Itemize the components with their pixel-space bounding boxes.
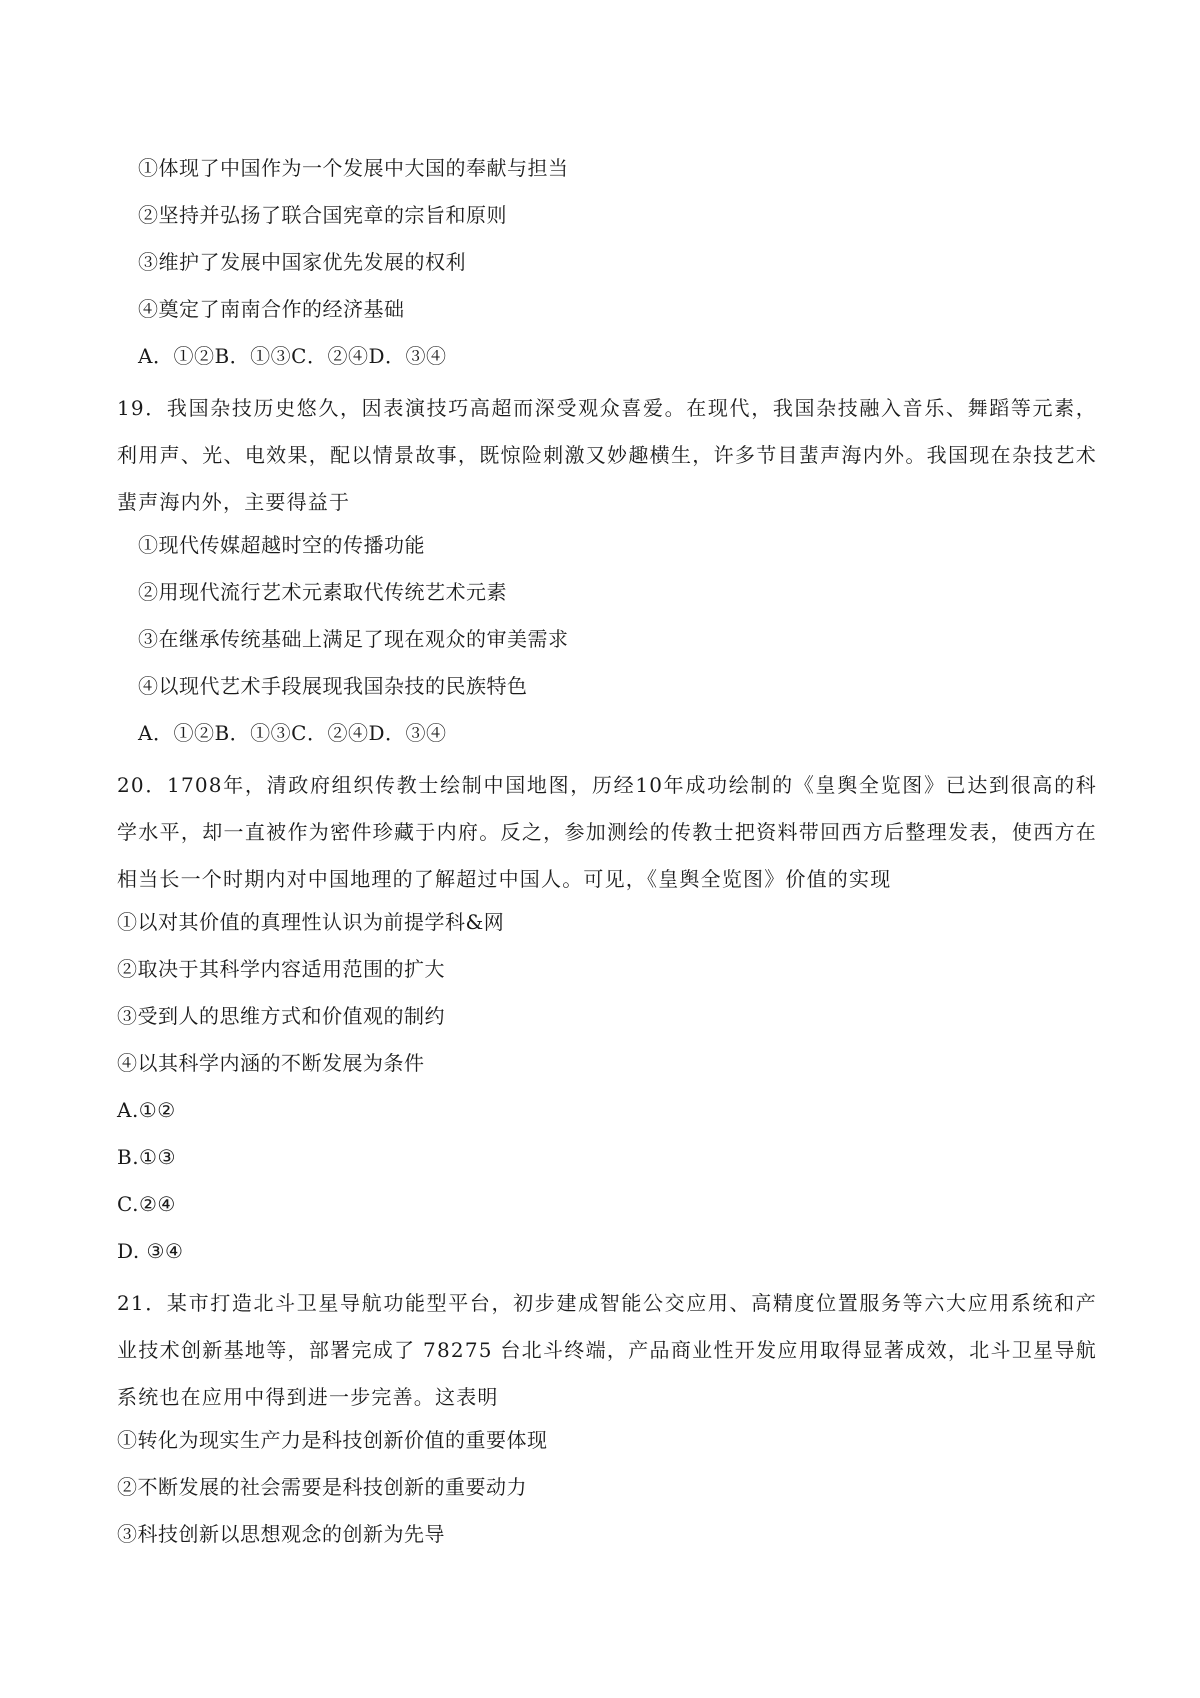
- question-20-stem: 20．1708年，清政府组织传教士绘制中国地图，历经10年成功绘制的《皇舆全览图》已达到很高的科学水平，却一直被作为密件珍藏于内府。反之，参加测绘的传教士把资料带回西方后整理发表，使西方在相当长一个时期内对中国地理的了解超过中国人。可见，《皇舆全览图》价值的实现: [117, 773, 1097, 891]
- question-21-stem: 21．某市打造北斗卫星导航功能型平台，初步建成智能公交应用、高精度位置服务等六大应用系统和产业技术创新基地等，部署完成了 78275 台北斗终端，产品商业性开发应用取得显著成效，北斗卫星导航系统也在应用中得到进一步完善。这表明: [117, 1291, 1097, 1409]
- q20-option-4: ④以其科学内涵的不断发展为条件: [117, 1051, 425, 1075]
- q20-option-1: ①以对其价值的真理性认识为前提学科&网: [117, 910, 505, 934]
- q21-option-1: ①转化为现实生产力是科技创新价值的重要体现: [117, 1428, 548, 1452]
- option-3: ③维护了发展中国家优先发展的权利: [138, 250, 466, 274]
- q20-answer-c: C.②④: [117, 1192, 176, 1216]
- option-4: ④奠定了南南合作的经济基础: [138, 297, 405, 321]
- q21-option-3: ③科技创新以思想观念的创新为先导: [117, 1522, 445, 1546]
- option-1: ①体现了中国作为一个发展中大国的奉献与担当: [138, 156, 569, 180]
- q20-option-3: ③受到人的思维方式和价值观的制约: [117, 1004, 445, 1028]
- q20-option-2: ②取决于其科学内容适用范围的扩大: [117, 957, 445, 981]
- question-19-stem: 19．我国杂技历史悠久，因表演技巧高超而深受观众喜爱。在现代，我国杂技融入音乐、舞蹈等元素，利用声、光、电效果，配以情景故事，既惊险刺激又妙趣横生，许多节目蜚声海内外。我国现在杂技艺术蜚声海内外，主要得益于: [117, 396, 1097, 514]
- q20-answer-a: A.①②: [117, 1098, 176, 1122]
- q21-option-2: ②不断发展的社会需要是科技创新的重要动力: [117, 1475, 527, 1499]
- q19-option-2: ②用现代流行艺术元素取代传统艺术元素: [138, 580, 507, 604]
- q20-answer-b: B.①③: [117, 1145, 176, 1169]
- q19-option-1: ①现代传媒超越时空的传播功能: [138, 533, 425, 557]
- q19-option-3: ③在继承传统基础上满足了现在观众的审美需求: [138, 627, 569, 651]
- answer-choices: A．①②B．①③C．②④D．③④: [138, 344, 447, 368]
- q19-option-4: ④以现代艺术手段展现我国杂技的民族特色: [138, 674, 528, 698]
- q20-answer-d: D. ③④: [117, 1239, 184, 1263]
- q19-answer-choices: A．①②B．①③C．②④D．③④: [138, 721, 447, 745]
- option-2: ②坚持并弘扬了联合国宪章的宗旨和原则: [138, 203, 507, 227]
